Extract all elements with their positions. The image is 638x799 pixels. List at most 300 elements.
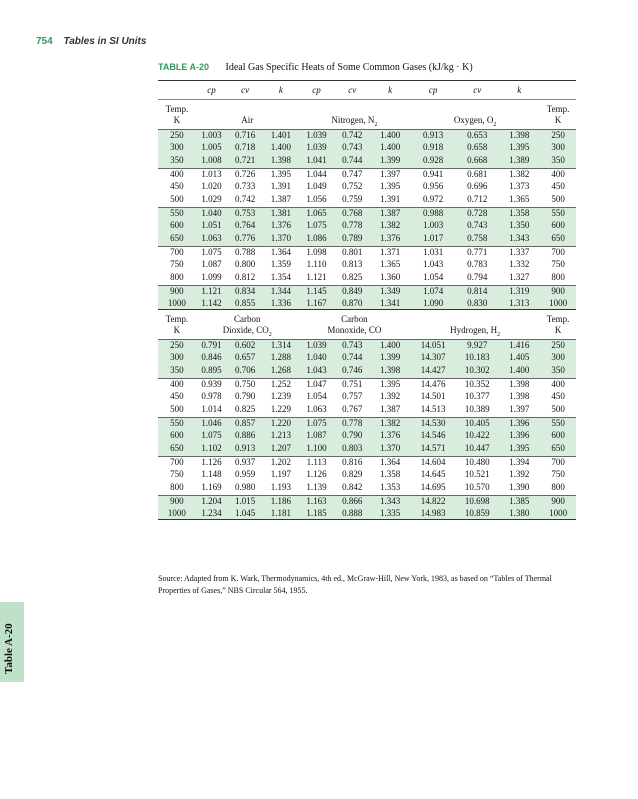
table-cell: 1.387 [270, 194, 291, 205]
table-row [158, 220, 576, 232]
table-cell: 1.169 [201, 482, 222, 493]
running-title: Tables in SI Units [63, 36, 147, 47]
table-cell: 1.358 [498, 208, 540, 220]
table-cell: 0.653 [456, 130, 498, 142]
temp-label: Temp. K [158, 310, 196, 340]
table-cell: 1.376 [370, 430, 410, 442]
table-cell: 1.399 [370, 154, 410, 169]
table-cell: 1.003 [196, 130, 228, 142]
table-cell: 14.571 [410, 442, 456, 457]
table-cell: 1.400 [370, 340, 410, 352]
table-cell: 0.771 [456, 247, 498, 259]
table-cell: 1.051 [196, 220, 228, 232]
table-cell: 1.365 [379, 259, 401, 269]
table-cell: 1.400 [370, 130, 410, 142]
table-cell: 1.344 [263, 286, 299, 298]
table-cell: 0.726 [227, 169, 263, 181]
table-cell: 1.139 [306, 482, 327, 493]
table-cell: 1.121 [306, 272, 327, 283]
table-cell: 10.447 [456, 442, 498, 457]
table-row [158, 508, 576, 520]
gas-name: Nitrogen, $N_2$ [299, 100, 410, 130]
table-cell: 1.163 [299, 496, 335, 508]
table-cell: 0.789 [334, 232, 370, 247]
col-head-row [158, 81, 576, 100]
table-cell: 350 [158, 364, 196, 379]
table-cell: 0.718 [227, 142, 263, 154]
table-row [158, 391, 576, 403]
table-cell: 10.183 [456, 352, 498, 364]
table-cell: 750 [170, 469, 184, 479]
col-head: k [263, 81, 299, 100]
table-cell: 1.382 [370, 418, 410, 430]
table-cell: 1.327 [509, 272, 530, 283]
table-cell: 0.801 [334, 247, 370, 259]
table-cell: 1.040 [299, 352, 335, 364]
table-cell: 1.148 [201, 469, 222, 479]
col-head: cv [334, 81, 370, 100]
table-cell: 600 [540, 430, 576, 442]
col-head: k [370, 81, 410, 100]
table-row [158, 181, 576, 193]
table-cell: 10.389 [464, 404, 490, 415]
table-cell: 250 [540, 130, 576, 142]
table-cell: 0.658 [456, 142, 498, 154]
table-cell: 1.063 [196, 232, 228, 247]
table-cell: 14.822 [410, 496, 456, 508]
table-cell: 900 [540, 286, 576, 298]
table-cell: 1.239 [270, 391, 291, 401]
col-head: k [498, 81, 540, 100]
source-note: Source: Adapted from K. Wark, Thermodynamics, 4th ed., McGraw-Hill, New York, 1983, as based on “Tables of Thermal Properties of Gases,” NBS Circular 564, 1955. [158, 574, 552, 595]
table-cell: 1.360 [379, 272, 401, 283]
table-cell: 750 [170, 259, 184, 269]
table-row [158, 286, 576, 298]
table-cell: 10.352 [456, 379, 498, 391]
table-cell: 1.045 [227, 508, 263, 520]
table-cell: 1.008 [196, 154, 228, 169]
col-head: cv [456, 81, 498, 100]
table-cell: 1.397 [509, 404, 530, 415]
table-cell: 0.814 [456, 286, 498, 298]
table-cell: 0.939 [196, 379, 228, 391]
gas-name: Carbon Monoxide, CO [299, 310, 410, 340]
table-cell: 1.014 [201, 404, 222, 415]
table-cell: 0.816 [334, 457, 370, 469]
table-cell: 14.983 [410, 508, 456, 520]
table-cell: 0.706 [227, 364, 263, 379]
table-cell: 1.336 [263, 298, 299, 310]
table-cell: 1.399 [370, 352, 410, 364]
table-cell: 300 [540, 352, 576, 364]
table-cell: 700 [540, 247, 576, 259]
table-cell: 1.017 [410, 232, 456, 247]
table-row [158, 154, 576, 169]
table-cell: 1.353 [379, 482, 401, 493]
table-cell: 400 [158, 379, 196, 391]
table-cell: 0.721 [227, 154, 263, 169]
table-cell: 0.803 [334, 442, 370, 457]
table-cell: 1.387 [379, 404, 401, 415]
table-cell: 0.870 [334, 298, 370, 310]
col-head-blank [158, 81, 196, 100]
table-cell: 1.389 [498, 154, 540, 169]
table-cell: 0.918 [410, 142, 456, 154]
table-cell: 1.391 [379, 194, 401, 205]
table-cell: 0.886 [227, 430, 263, 442]
table-cell: 1.394 [498, 457, 540, 469]
table-cell: 0.846 [196, 352, 228, 364]
table-cell: 1.354 [270, 272, 291, 283]
table-cell: 1000 [158, 298, 196, 310]
table-cell: 250 [158, 340, 196, 352]
table-cell: 1.121 [196, 286, 228, 298]
table-cell: 400 [158, 169, 196, 181]
table-cell: 1.390 [509, 482, 530, 493]
table-cell: 500 [170, 194, 184, 205]
table-cell: 0.681 [456, 169, 498, 181]
table-cell: 0.855 [227, 298, 263, 310]
table-cell: 1.075 [299, 418, 335, 430]
table-cell: 0.825 [342, 272, 363, 283]
table-cell: 1.373 [509, 181, 530, 191]
table-cell: 0.742 [235, 194, 256, 205]
table-cell: 1.395 [370, 379, 410, 391]
table-cell: 1.204 [196, 496, 228, 508]
table-cell: 1.416 [498, 340, 540, 352]
table-cell: 1.087 [299, 430, 335, 442]
table-cell: 1.405 [498, 352, 540, 364]
running-head [36, 36, 146, 47]
table-row [158, 208, 576, 220]
table-cell: 1.213 [263, 430, 299, 442]
table-cell: 1.398 [370, 364, 410, 379]
table-row [158, 298, 576, 310]
table-cell: 0.941 [410, 169, 456, 181]
table-cell: 1.392 [509, 469, 530, 479]
table-cell: 0.895 [196, 364, 228, 379]
table-cell: 900 [158, 286, 196, 298]
table-cell: 1000 [540, 298, 576, 310]
table-cell: 1.047 [299, 379, 335, 391]
table-cell: 1.396 [498, 430, 540, 442]
table-cell: 0.759 [342, 194, 363, 205]
table-cell: 1.186 [263, 496, 299, 508]
table-cell: 1.268 [263, 364, 299, 379]
table-cell: 1.376 [263, 220, 299, 232]
col-head: cv [227, 81, 263, 100]
table-cell: 600 [540, 220, 576, 232]
table-row [158, 259, 576, 271]
table-cell: 0.980 [235, 482, 256, 493]
table-cell: 500 [551, 404, 565, 415]
table-row [158, 169, 576, 181]
table-cell: 0.888 [334, 508, 370, 520]
table-cell: 900 [158, 496, 196, 508]
table-cell: 1.013 [196, 169, 228, 181]
table-cell: 600 [158, 220, 196, 232]
table-row [158, 130, 576, 142]
table-cell: 1.145 [299, 286, 335, 298]
table-row [158, 418, 576, 430]
table-cell: 10.405 [456, 418, 498, 430]
table-cell: 1.341 [370, 298, 410, 310]
table-cell: 450 [170, 181, 184, 191]
table-cell: 1.031 [410, 247, 456, 259]
table-cell: 1.167 [299, 298, 335, 310]
table-cell: 1.075 [196, 247, 228, 259]
table-cell: 1.397 [370, 169, 410, 181]
table-cell: 0.825 [235, 404, 256, 415]
table-cell: 350 [158, 154, 196, 169]
table-cell: 1.202 [263, 457, 299, 469]
table-cell: 350 [540, 154, 576, 169]
table-cell: 1.400 [498, 364, 540, 379]
table-cell: 800 [551, 482, 565, 493]
table-row [158, 193, 576, 208]
table-cell: 450 [551, 181, 565, 191]
table-cell: 0.757 [342, 391, 363, 401]
table-cell: 1.074 [410, 286, 456, 298]
table-cell: 550 [158, 208, 196, 220]
table-cell: 750 [551, 259, 565, 269]
table-cell: 1.040 [196, 208, 228, 220]
table-cell: 700 [158, 457, 196, 469]
table-label: TABLE A-20 [158, 62, 210, 72]
table-cell: 0.733 [235, 181, 256, 191]
table-cell: 1.056 [306, 194, 327, 205]
table-cell: 1000 [540, 508, 576, 520]
table-cell: 700 [158, 247, 196, 259]
table-cell: 1.126 [196, 457, 228, 469]
table-cell: 0.978 [201, 391, 222, 401]
data-table [158, 80, 576, 520]
table-cell: 1.252 [263, 379, 299, 391]
table-cell: 14.645 [420, 469, 446, 479]
table-cell: 550 [540, 418, 576, 430]
table-cell: 1.395 [263, 169, 299, 181]
table-cell: 0.752 [342, 181, 363, 191]
table-cell: 1.314 [263, 340, 299, 352]
table-cell: 1.391 [270, 181, 291, 191]
table-cell: 0.813 [342, 259, 363, 269]
table-row [158, 352, 576, 364]
table-cell: 1.234 [196, 508, 228, 520]
table-cell: 1.382 [370, 220, 410, 232]
table-cell: 400 [540, 169, 576, 181]
table-cell: 650 [540, 442, 576, 457]
table-cell: 0.866 [334, 496, 370, 508]
table-cell: 0.788 [227, 247, 263, 259]
table-cell: 0.972 [422, 194, 444, 205]
table-cell: 1.387 [370, 208, 410, 220]
table-cell: 0.716 [227, 130, 263, 142]
table-cell: 0.696 [467, 181, 488, 191]
table-cell: 0.668 [456, 154, 498, 169]
table-title [158, 62, 576, 76]
table-cell: 1.110 [306, 259, 327, 269]
table-cell: 1.365 [509, 194, 530, 205]
gas-name: Hydrogen, $H_2$ [410, 310, 540, 340]
table-cell: 1.049 [306, 181, 327, 191]
table-row [158, 481, 576, 496]
table-cell: 1.343 [370, 496, 410, 508]
table-cell: 550 [540, 208, 576, 220]
table-cell: 1.319 [498, 286, 540, 298]
table-cell: 0.988 [410, 208, 456, 220]
table-cell: 1.349 [370, 286, 410, 298]
table-cell: 1.370 [370, 442, 410, 457]
table-cell: 1.220 [263, 418, 299, 430]
table-cell: 10.570 [464, 482, 490, 493]
table-cell: 0.657 [227, 352, 263, 364]
table-cell: 0.928 [410, 154, 456, 169]
table-cell: 1.207 [263, 442, 299, 457]
table-row [158, 142, 576, 154]
table-cell: 300 [158, 142, 196, 154]
table-cell: 0.849 [334, 286, 370, 298]
table-cell: 1.359 [270, 259, 291, 269]
table-cell: 1.020 [201, 181, 222, 191]
table-cell: 0.767 [342, 404, 363, 415]
table-cell: 0.830 [456, 298, 498, 310]
table-cell: 0.790 [235, 391, 256, 401]
table-cell: 0.747 [334, 169, 370, 181]
table-cell: 1.335 [370, 508, 410, 520]
table-cell: 1.090 [410, 298, 456, 310]
table-row [158, 232, 576, 247]
table-cell: 1.005 [196, 142, 228, 154]
table-cell: 14.604 [410, 457, 456, 469]
table-caption: Ideal Gas Specific Heats of Some Common Gases (kJ/kg · K) [225, 62, 473, 73]
table-cell: 450 [170, 391, 184, 401]
table-cell: 1.039 [299, 142, 335, 154]
table-row [158, 469, 576, 481]
col-head-blank [540, 81, 576, 100]
table-cell: 1.003 [410, 220, 456, 232]
table-cell: 0.959 [235, 469, 256, 479]
table-cell: 1.343 [498, 232, 540, 247]
table-row [158, 247, 576, 259]
table-cell: 1.185 [299, 508, 335, 520]
table-cell: 1.398 [263, 154, 299, 169]
table-cell: 1.332 [509, 259, 530, 269]
table-cell: 1.099 [201, 272, 222, 283]
table-cell: 1.350 [498, 220, 540, 232]
table-cell: 500 [551, 194, 565, 205]
table-cell: 1.395 [379, 181, 401, 191]
table-cell: 0.712 [467, 194, 488, 205]
table-cell: 0.791 [196, 340, 228, 352]
table-cell: 14.501 [420, 391, 446, 401]
table-cell: 10.480 [456, 457, 498, 469]
table-cell: 1.046 [196, 418, 228, 430]
table-cell: 0.602 [227, 340, 263, 352]
table-cell: 1.385 [498, 496, 540, 508]
table-cell: 1.313 [498, 298, 540, 310]
table-cell: 350 [540, 364, 576, 379]
table-cell: 1.193 [270, 482, 291, 493]
side-tab [0, 602, 24, 682]
table-cell: 10.302 [456, 364, 498, 379]
table-cell: 14.695 [420, 482, 446, 493]
table-cell: 1.358 [379, 469, 401, 479]
table-cell: 0.768 [334, 208, 370, 220]
gas-header-row [158, 100, 576, 130]
table-cell: 1.043 [422, 259, 444, 269]
table-cell: 0.744 [334, 352, 370, 364]
table-cell: 1.044 [299, 169, 335, 181]
table-cell: 0.834 [227, 286, 263, 298]
table-cell: 0.857 [227, 418, 263, 430]
table-cell: 1000 [158, 508, 196, 520]
table-cell: 1.398 [498, 379, 540, 391]
col-head: cp [410, 81, 456, 100]
table-cell: 14.051 [410, 340, 456, 352]
table-cell: 550 [158, 418, 196, 430]
table-cell: 1.380 [498, 508, 540, 520]
table-cell: 1.288 [263, 352, 299, 364]
table-cell: 0.776 [227, 232, 263, 247]
table-cell: 14.476 [410, 379, 456, 391]
table-cell: 0.758 [456, 232, 498, 247]
table-cell: 1.039 [299, 130, 335, 142]
table-cell: 1.100 [299, 442, 335, 457]
table-cell: 1.398 [498, 130, 540, 142]
table-cell: 1.395 [498, 142, 540, 154]
table-cell: 1.075 [196, 430, 228, 442]
table-cell: 1.337 [498, 247, 540, 259]
gas-header-row [158, 310, 576, 340]
table-cell: 0.744 [334, 154, 370, 169]
table-cell: 9.927 [456, 340, 498, 352]
gas-name: Air [196, 100, 299, 130]
table-cell: 1.364 [263, 247, 299, 259]
table-cell: 1.381 [263, 208, 299, 220]
table-cell: 0.829 [342, 469, 363, 479]
table-cell: 14.427 [410, 364, 456, 379]
table-cell: 14.530 [410, 418, 456, 430]
col-head: cp [299, 81, 335, 100]
table-cell: 1.400 [263, 142, 299, 154]
table-cell: 1.043 [299, 364, 335, 379]
table-cell: 1.075 [299, 220, 335, 232]
table-cell: 1.054 [306, 391, 327, 401]
table-cell: 0.778 [334, 220, 370, 232]
side-tab-label: Table A-20 [3, 623, 15, 674]
temp-label: Temp. K [540, 310, 576, 340]
table-cell: 0.913 [410, 130, 456, 142]
table-cell: 1.063 [306, 404, 327, 415]
table-cell: 0.800 [235, 259, 256, 269]
table-row [158, 496, 576, 508]
table-cell: 800 [551, 272, 565, 283]
table-cell: 0.937 [227, 457, 263, 469]
table-cell: 700 [540, 457, 576, 469]
table-cell: 0.753 [227, 208, 263, 220]
table-cell: 1.364 [370, 457, 410, 469]
table-cell: 1.392 [379, 391, 401, 401]
table-cell: 0.750 [227, 379, 263, 391]
table-cell: 250 [158, 130, 196, 142]
table-cell: 1.113 [299, 457, 335, 469]
table-cell: 900 [540, 496, 576, 508]
table-cell: 1.382 [498, 169, 540, 181]
table-cell: 800 [170, 482, 184, 493]
table-cell: 650 [158, 232, 196, 247]
table-cell: 0.751 [334, 379, 370, 391]
table-cell: 1.395 [498, 442, 540, 457]
